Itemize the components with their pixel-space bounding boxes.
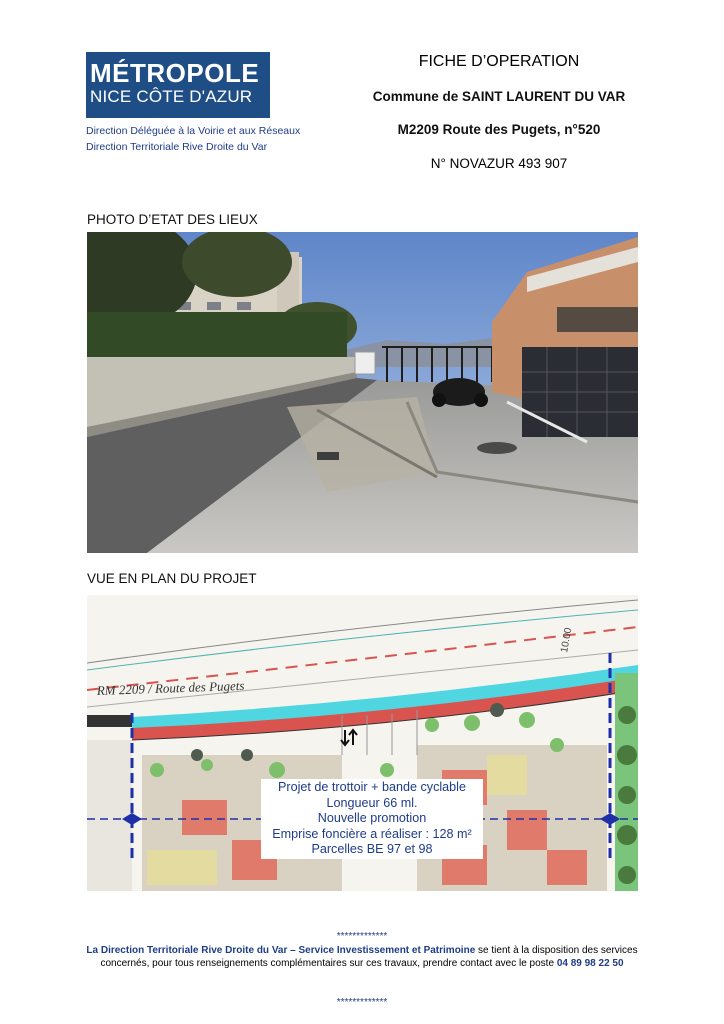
footer-contact-text — [80, 944, 644, 970]
legend-line: Nouvelle promotion — [317, 811, 427, 826]
site-photo-drawing — [87, 232, 638, 553]
legend-line: Emprise foncière a réaliser : 128 m² — [272, 826, 472, 841]
footer-phone: 04 89 98 22 50 — [556, 958, 624, 969]
footer-stars-bottom: ************* — [336, 997, 388, 1008]
direction-line-2: Direction Territoriale Rive Droite du Var — [86, 141, 268, 153]
logo-line-2: NICE CÔTE D'AZUR — [90, 87, 253, 106]
legend-line: Parcelles BE 97 et 98 — [311, 842, 433, 857]
plan-section-title: VUE EN PLAN DU PROJET — [87, 571, 257, 586]
site-photo — [87, 232, 638, 553]
footer-text: se tient à la disposition des services concernés, pour tous renseignements complémentaires sur ces travaux, prendre contact avec le poste — [100, 945, 638, 969]
document-title: FICHE D’OPERATION — [418, 53, 580, 70]
novazur-number: N° NOVAZUR 493 907 — [430, 156, 568, 171]
direction-line-1: Direction Déléguée à la Voirie et aux Réseaux — [86, 125, 301, 137]
legend-line: Longueur 66 ml. — [326, 795, 418, 810]
photo-section-title: PHOTO D’ETAT DES LIEUX — [87, 212, 258, 227]
elevation-label: 10.00 — [559, 626, 575, 654]
route-reference: M2209 Route des Pugets, n°520 — [397, 122, 601, 137]
footer-org: La Direction Territoriale Rive Droite du Var – Service Investissement et Patrimoine — [86, 945, 476, 956]
commune-name: Commune de SAINT LAURENT DU VAR — [372, 89, 626, 104]
project-legend — [261, 779, 483, 859]
legend-line: Projet de trottoir + bande cyclable — [278, 780, 466, 794]
metropole-logo — [86, 52, 270, 118]
footer-stars-top: ************* — [336, 931, 388, 942]
road-label: RM 2209 / Route des Pugets — [96, 677, 245, 698]
logo-line-1: MÉTROPOLE — [90, 58, 260, 88]
